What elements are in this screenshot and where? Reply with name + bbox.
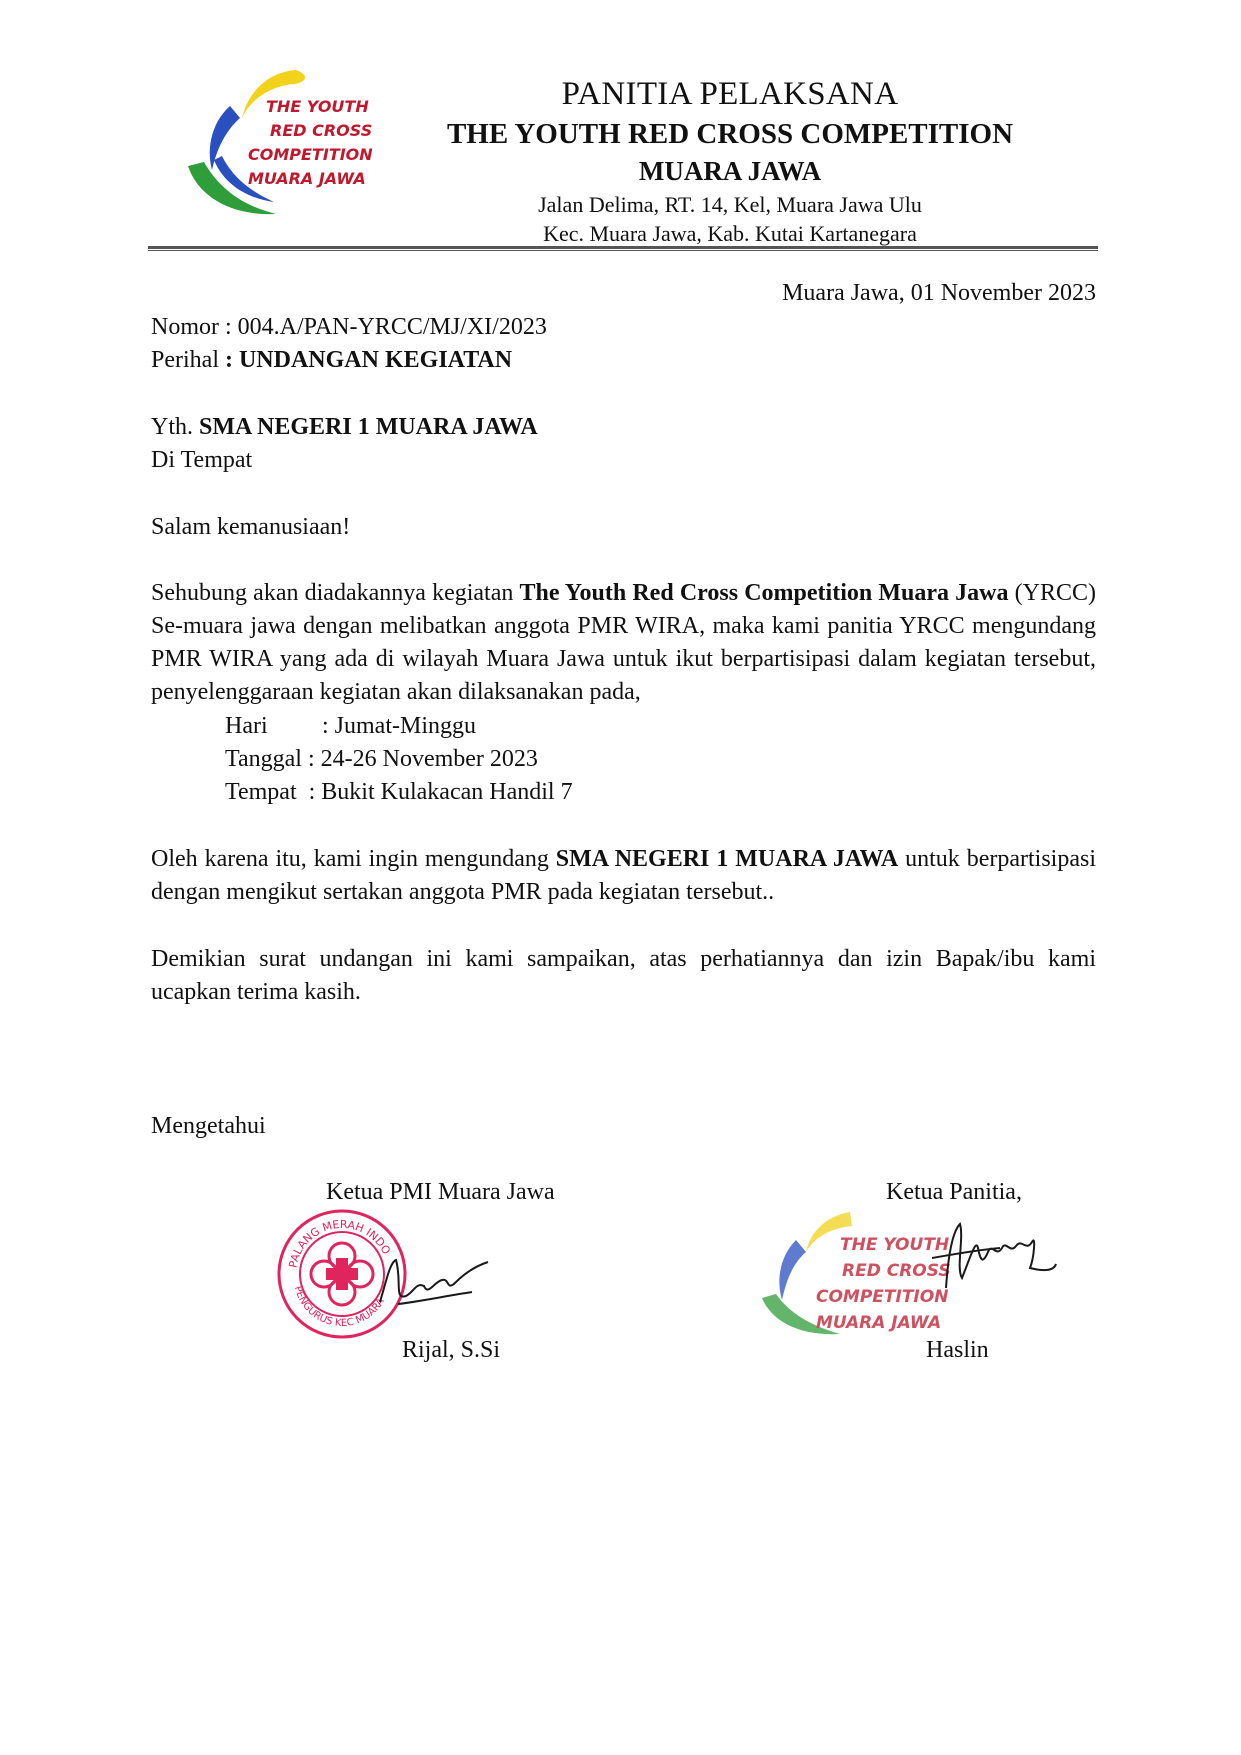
detail-venue: Tempat : Bukit Kulakacan Handil 7 xyxy=(225,779,573,805)
header-divider xyxy=(148,246,1098,251)
acknowledgement-label: Mengetahui xyxy=(151,1113,266,1139)
recipient-place: Di Tempat xyxy=(151,447,253,473)
signer-right-name: Haslin xyxy=(926,1337,989,1363)
svg-text:PALANG MERAH INDO: PALANG MERAH INDO xyxy=(286,1217,393,1269)
logo-line-1: THE YOUTH xyxy=(266,97,369,116)
svg-text:PENGURUS KEC MUARA: PENGURUS KEC MUARA xyxy=(291,1284,387,1330)
detail-date: Tanggal : 24-26 November 2023 xyxy=(225,746,538,772)
kop-title: PANITIA PELAKSANA xyxy=(561,76,899,112)
logo-line-3: COMPETITION xyxy=(248,145,373,164)
detail-day: Hari : Jumat-Minggu xyxy=(225,713,476,739)
paragraph-closing: Demikian surat undangan ini kami sampaikan, atas perhatiannya dan izin Bapak/ibu kami ucapkan terima kasih. xyxy=(151,946,1096,1005)
paragraph-invitation: Oleh karena itu, kami ingin mengundang SMA NEGERI 1 MUARA JAWA untuk berpartisipasi dengan mengikut sertakan anggota PMR pada kegiatan tersebut.. xyxy=(151,846,1096,905)
kop-organization: THE YOUTH RED CROSS COMPETITION xyxy=(446,118,1014,150)
signer-left-name: Rijal, S.Si xyxy=(402,1337,501,1363)
logo-line-4: MUARA JAWA xyxy=(248,169,366,188)
svg-text:THE YOUTH: THE YOUTH xyxy=(840,1235,950,1255)
recipient-name: SMA NEGERI 1 MUARA JAWA xyxy=(199,414,538,440)
svg-text:RED CROSS: RED CROSS xyxy=(842,1261,951,1281)
kop-address-1: Jalan Delima, RT. 14, Kel, Muara Jawa Ulu xyxy=(538,192,922,217)
svg-text:MUARA JAWA: MUARA JAWA xyxy=(816,1313,942,1333)
signature-left xyxy=(376,1252,494,1318)
letter-subject: Perihal : UNDANGAN KEGIATAN xyxy=(151,347,513,373)
kop-location: MUARA JAWA xyxy=(638,156,822,186)
recipient-line: Yth. SMA NEGERI 1 MUARA JAWA xyxy=(151,414,538,440)
letter-number: Nomor : 004.A/PAN-YRCC/MJ/XI/2023 xyxy=(151,314,547,340)
greeting: Salam kemanusiaan! xyxy=(151,514,351,540)
place-date: Muara Jawa, 01 November 2023 xyxy=(782,280,1096,306)
signer-left-title: Ketua PMI Muara Jawa xyxy=(326,1179,555,1205)
paragraph-intro: Sehubung akan diadakannya kegiatan The Youth Red Cross Competition Muara Jawa (YRCC) Se-muara jawa dengan melibatkan anggota PMR WIRA, maka kami panitia YRCC mengundang PMR WIRA yang ada di wilayah Muara Jawa untuk ikut berpartisipasi dalam kegiatan tersebut, penyelenggaraan kegiatan akan dilaksanakan pada, xyxy=(151,580,1097,705)
logo-line-2: RED CROSS xyxy=(270,121,373,140)
signer-right-title: Ketua Panitia, xyxy=(886,1179,1022,1205)
yrcc-logo xyxy=(184,66,394,218)
svg-text:COMPETITION: COMPETITION xyxy=(816,1287,949,1307)
event-name: The Youth Red Cross Competition Muara Jawa xyxy=(519,580,1009,606)
signature-right xyxy=(926,1218,1058,1298)
kop-address-2: Kec. Muara Jawa, Kab. Kutai Kartanegara xyxy=(543,221,917,246)
